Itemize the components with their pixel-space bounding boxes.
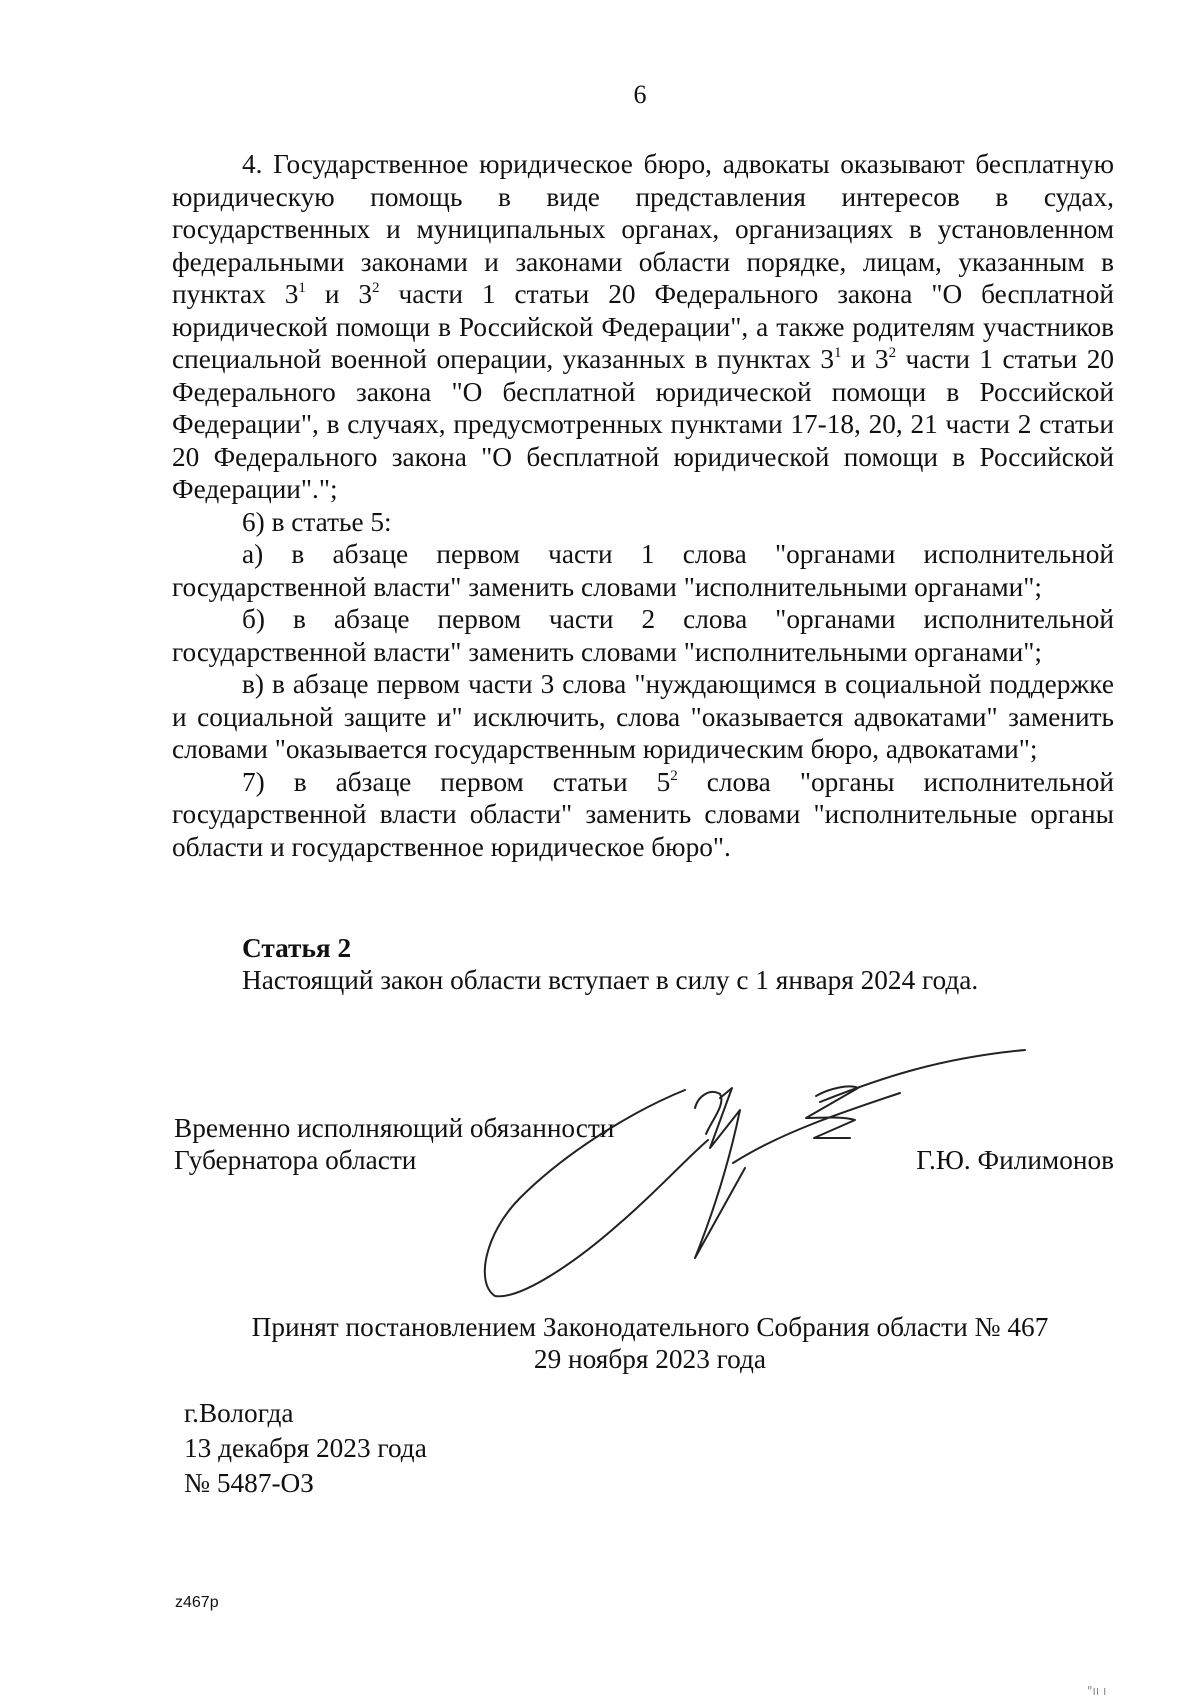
text-run: 7) в абзаце первом статьи 5 xyxy=(242,766,671,797)
paragraph-amendment-7 xyxy=(172,766,1114,864)
superscript: 1 xyxy=(833,345,842,361)
superscript: 2 xyxy=(670,767,678,784)
article-title: Статья 2 xyxy=(242,933,352,963)
document-body xyxy=(172,148,1114,863)
text-run: слова "органы исполнительной государственной власти области" заменить словами "исполнительные органы области и государственное юридическое бюро". xyxy=(172,766,1114,862)
text-run: и 3 xyxy=(841,344,889,374)
adoption-line: Принят постановлением Законодательного Собрания области № 467 xyxy=(251,1312,1049,1342)
superscript: 2 xyxy=(372,280,380,296)
document-code: z467р xyxy=(175,1594,219,1611)
signatory-name: Г.Ю. Филимонов xyxy=(916,1145,1114,1175)
adoption-notice xyxy=(180,1311,1120,1375)
signatory-title-line: Губернатора области xyxy=(174,1145,417,1175)
signing-date: 13 декабря 2023 года xyxy=(184,1433,427,1463)
handwritten-signature xyxy=(480,1038,1040,1328)
text-run: части 1 статьи 20 Федерального закона "О бесплатной юридической помощи в Российской Федерации", в случаях, предусмотренных пунктами 17-18, 20, 21 части 2 статьи 20 Федерального закона "О бесплатной юридической помощи в Российской Федерации"."; xyxy=(172,344,1114,504)
adoption-date: 29 ноября 2023 года xyxy=(533,1344,767,1374)
text-run: 4. Государственное юридическое бюро, адвокаты оказывают бесплатную юридическую помощь в виде представления интересов в судах, государственных и муниципальных органах, организациях в установленном федеральными законами и законами области порядке, лицам, указанным в пунктах 3 xyxy=(172,149,1114,309)
corner-marks: "ıı ı xyxy=(1087,1684,1107,1698)
place-date-number xyxy=(184,1396,427,1501)
signatory-title-line: Временно исполняющий обязанности xyxy=(174,1113,615,1143)
text-run: и 3 xyxy=(305,279,373,309)
text-run: части 1 статьи 20 Федерального закона "О бесплатной юридической помощи в Российской Федерации", а также родителям участников специальной военной операции, указанных в пунктах 3 xyxy=(172,279,1114,374)
city: г.Вологда xyxy=(184,1398,294,1428)
article-2 xyxy=(242,932,1102,996)
superscript: 1 xyxy=(298,280,306,296)
paragraph-subitem-b: б) в абзаце первом части 2 слова "органами исполнительной государственной власти" заменить словами "исполнительными органами"; xyxy=(172,604,1114,667)
page-number: 6 xyxy=(633,80,647,109)
superscript: 2 xyxy=(888,345,897,361)
paragraph-amendment-6: 6) в статье 5: xyxy=(242,506,392,537)
paragraph-subitem-v: в) в абзаце первом части 3 слова "нуждающимся в социальной поддержке и социальной защите и" исключить, слова "оказывается адвокатами" заменить словами "оказывается государственным юридическим бюро, адвокатами"; xyxy=(172,669,1114,764)
paragraph-item-4 xyxy=(172,148,1114,506)
paragraph-subitem-a: а) в абзаце первом части 1 слова "органами исполнительной государственной власти" заменить словами "исполнительными органами"; xyxy=(172,539,1114,602)
article-text: Настоящий закон области вступает в силу с 1 января 2024 года. xyxy=(242,965,979,995)
law-number: № 5487-ОЗ xyxy=(184,1468,314,1498)
